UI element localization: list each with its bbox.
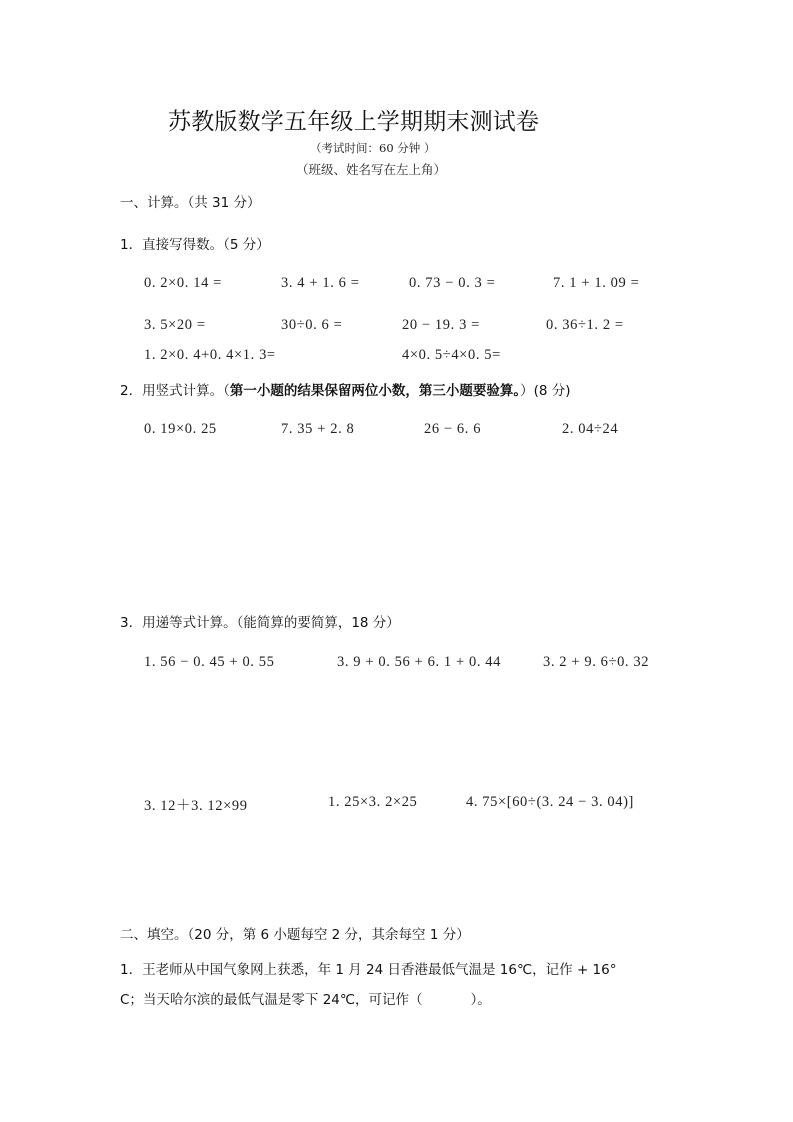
question-1-label: 1．直接写得数。（5 分） <box>120 237 270 253</box>
section-2-heading: 二、填空。（20 分，第 6 小题每空 2 分，其余每空 1 分） <box>120 927 470 943</box>
q3-item: 3. 9 + 0. 56 + 6. 1 + 0. 44 <box>337 654 501 670</box>
q1-item: 0. 36÷1. 2 = <box>546 317 624 333</box>
q3-item: 1. 25×3. 2×25 <box>328 794 418 810</box>
q1-item: 1. 2×0. 4+0. 4×1. 3= <box>144 347 276 363</box>
q1-item: 4×0. 5÷4×0. 5= <box>402 347 501 363</box>
q3-item: 3. 2 + 9. 6÷0. 32 <box>543 654 650 670</box>
fill-in-question-1-text: C；当天哈尔滨的最低气温是零下 24℃，可记作（ <box>120 992 423 1008</box>
question-2-label <box>120 379 571 399</box>
question-3-label: 3．用递等式计算。（能简算的要简算，18 分） <box>120 615 400 631</box>
q1-item: 3. 5×20 = <box>144 317 206 333</box>
question-2-label-emphasis: 第一小题的结果保留两位小数，第三小题要验算。 <box>229 383 521 399</box>
exam-time-note: （考试时间：60 分钟 ） <box>310 141 436 155</box>
q3-item: 3. 12＋3. 12×99 <box>144 798 248 814</box>
question-2-label-suffix: ）(8 分) <box>520 383 571 399</box>
q2-item: 2. 04÷24 <box>562 421 619 437</box>
q1-item: 7. 1 + 1. 09 = <box>553 275 640 291</box>
q1-item: 0. 73 − 0. 3 = <box>409 275 496 291</box>
question-2-label-prefix: 2．用竖式计算。（ <box>120 383 230 399</box>
fill-in-question-1-line-2 <box>120 985 491 1015</box>
page-title: 苏教版数学五年级上学期期末测试卷 <box>168 109 540 135</box>
q1-item: 30÷0. 6 = <box>281 317 343 333</box>
q2-item: 0. 19×0. 25 <box>144 421 217 437</box>
q3-item: 1. 56 − 0. 45 + 0. 55 <box>144 654 275 670</box>
q3-item: 4. 75×[60÷(3. 24 − 3. 04)] <box>466 794 634 810</box>
class-name-note: （班级、姓名写在左上角） <box>296 162 447 177</box>
q2-item: 26 − 6. 6 <box>424 421 482 437</box>
fill-in-question-1-close: ）。 <box>470 992 491 1008</box>
fill-in-question-1-line-1: 1．王老师从中国气象网上获悉，年 1 月 24 日香港最低气温是 16℃，记作 + 16° <box>120 962 617 978</box>
section-1-heading: 一、计算。（共 31 分） <box>120 195 261 211</box>
q1-item: 3. 4 + 1. 6 = <box>281 275 360 291</box>
q1-item: 0. 2×0. 14 = <box>144 275 222 291</box>
q2-item: 7. 35 + 2. 8 <box>281 421 355 437</box>
q1-item: 20 − 19. 3 = <box>402 317 480 333</box>
